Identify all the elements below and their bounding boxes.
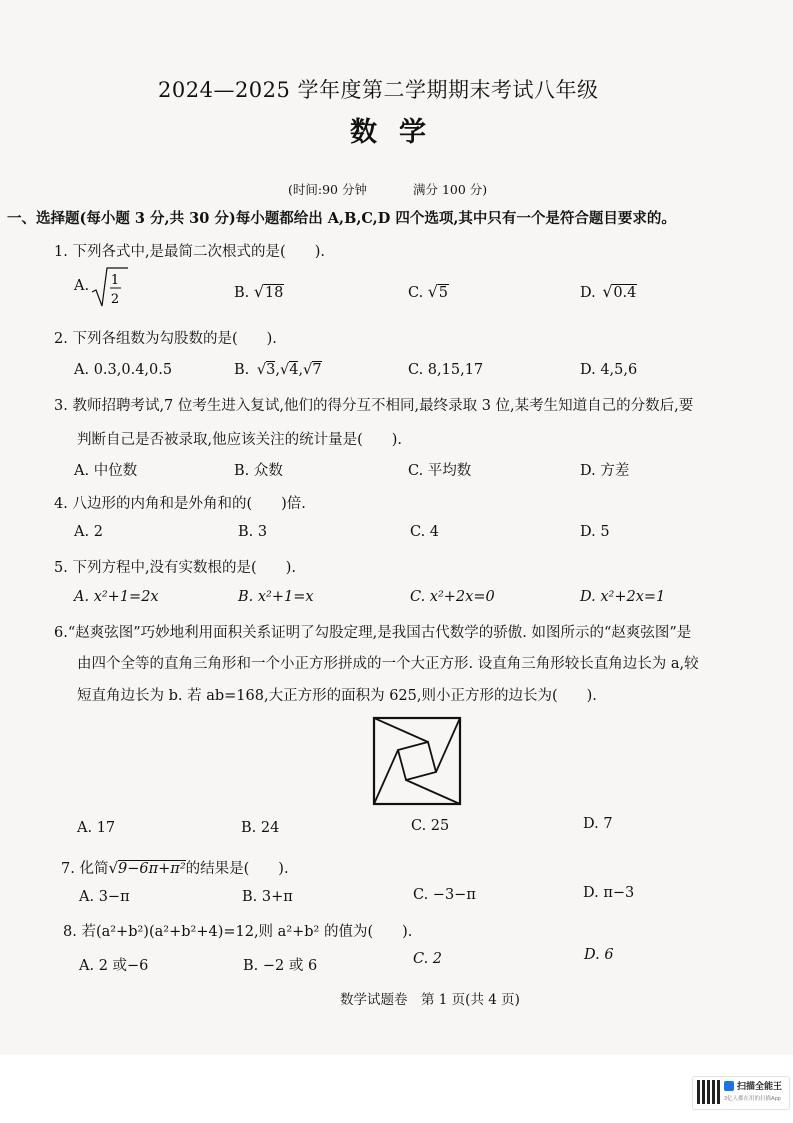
question-7-stem: 7. 化简√9−6π+π²的结果是( ). [61, 859, 289, 877]
q7-stem-prefix: 7. 化简 [61, 861, 109, 877]
question-1-stem: 1. 下列各式中,是最简二次根式的是( ). [54, 244, 325, 260]
q4-option-a: A. 2 [74, 524, 103, 540]
q1-option-b-label: B. [234, 285, 250, 301]
outer-square [374, 718, 460, 804]
cs-logo-icon [724, 1081, 734, 1091]
page-footer: 数学试题卷 第 1 页(共 4 页) [340, 992, 520, 1008]
question-6-stem-line2: 由四个全等的直角三角形和一个小正方形拼成的一个大正方形. 设直角三角形较长直角边长为 a,较 [77, 656, 699, 672]
q7-radicand: 9−6π+π² [118, 861, 186, 877]
q7-option-c: C. −3−π [413, 887, 476, 903]
q1-option-d: D. √ 0.4 [580, 282, 637, 301]
q2-option-d: D. 4,5,6 [580, 362, 638, 378]
q7-option-a: A. 3−π [79, 889, 130, 905]
q3-option-b: B. 众数 [234, 463, 283, 479]
q1-a-numerator: 1 [110, 273, 120, 288]
q7-stem-suffix: 的结果是( ). [185, 861, 289, 877]
question-5-stem: 5. 下列方程中,没有实数根的是( ). [54, 560, 296, 576]
q1-b-radicand: 18 [264, 285, 284, 301]
q2-option-b-label: B. [234, 362, 250, 378]
q2-option-a: A. 0.3,0.4,0.5 [74, 362, 173, 378]
diagram-line-2 [436, 718, 460, 772]
q1-option-d-label: D. [580, 285, 596, 301]
q6-option-d: D. 7 [583, 816, 613, 832]
q6-option-b: B. 24 [241, 820, 280, 836]
q7-option-d: D. π−3 [583, 885, 635, 901]
q3-option-c: C. 平均数 [408, 463, 472, 479]
q1-option-a-label: A. [74, 278, 90, 294]
diagram-line-4 [374, 750, 398, 804]
question-6-stem-line3: 短直角边长为 b. 若 ab=168,大正方形的面积为 625,则小正方形的边长为( ). [77, 688, 597, 704]
q5-option-c: C. x²+2x=0 [410, 589, 495, 605]
q4-option-c: C. 4 [410, 524, 440, 540]
q1-option-c-label: C. [408, 285, 424, 301]
q4-option-b: B. 3 [238, 524, 268, 540]
q3-option-d: D. 方差 [580, 463, 630, 479]
qr-code-icon [697, 1080, 721, 1104]
exam-full-score: 满分 100 分) [413, 182, 488, 197]
exam-title: 2024—2025 学年度第二学期期末考试八年级 [158, 78, 599, 102]
scan-app-badge [692, 1076, 790, 1110]
q3-option-a: A. 中位数 [74, 463, 138, 479]
q2-b-r2: 4 [289, 362, 299, 378]
q1-option-b: B. √ 18 [234, 282, 284, 301]
q2-option-c: C. 8,15,17 [408, 362, 484, 378]
q5-option-a: A. x²+1=2x [74, 589, 159, 605]
q1-option-a [74, 278, 89, 294]
q8-option-c: C. 2 [413, 951, 443, 967]
q8-option-a: A. 2 或−6 [79, 958, 149, 974]
q7-option-b: B. 3+π [242, 889, 293, 905]
q1-option-c: C. √ 5 [408, 282, 449, 301]
question-2-stem: 2. 下列各组数为勾股数的是( ). [54, 331, 277, 347]
q4-option-d: D. 5 [580, 524, 610, 540]
q1-c-radicand: 5 [438, 285, 449, 301]
question-8-stem: 8. 若(a²+b²)(a²+b²+4)=12,则 a²+b² 的值为( ). [63, 924, 413, 940]
q1-option-a-radical [90, 264, 130, 310]
q2-b-r1: 3 [266, 362, 276, 378]
subject-title: 数学 [350, 117, 448, 148]
inner-square [398, 742, 436, 780]
question-3-stem-line1: 3. 教师招聘考试,7 位考生进入复试,他们的得分互不相同,最终录取 3 位,某考生知道自己的分数后,要 [54, 398, 694, 414]
question-6-stem-line1: 6.“赵爽弦图”巧妙地利用面积关系证明了勾股定理,是我国古代数学的骄傲. 如图所示的“赵爽弦图”是 [54, 625, 692, 641]
q6-option-c: C. 25 [411, 818, 450, 834]
section-heading: 一、选择题(每小题 3 分,共 30 分)每小题都给出 A,B,C,D 四个选项,其中只有一个是符合题目要求的。 [7, 210, 676, 227]
diagram-line-3 [406, 780, 460, 804]
q8-option-d: D. 6 [584, 947, 614, 963]
diagram-line-1 [374, 718, 428, 742]
scan-badge-title: 扫描全能王 [737, 1081, 783, 1091]
q6-option-a: A. 17 [77, 820, 116, 836]
zhao-shuang-diagram [372, 716, 464, 808]
exam-time: (时间:90 分钟 [288, 182, 367, 197]
q8-option-b: B. −2 或 6 [243, 958, 318, 974]
question-3-stem-line2: 判断自己是否被录取,他应该关注的统计量是( ). [77, 432, 403, 448]
q5-option-d: D. x²+2x=1 [580, 589, 666, 605]
scan-badge-subtitle: 3亿人都在用的扫描App [724, 1096, 781, 1102]
q1-a-denominator: 2 [110, 292, 120, 307]
q2-b-r3: 7 [312, 362, 322, 378]
q1-d-radicand: 0.4 [613, 285, 637, 301]
question-4-stem: 4. 八边形的内角和是外角和的( )倍. [54, 496, 306, 512]
q5-option-b: B. x²+1=x [238, 589, 314, 605]
q2-option-b: B. √3,√4,√7 [234, 362, 322, 378]
